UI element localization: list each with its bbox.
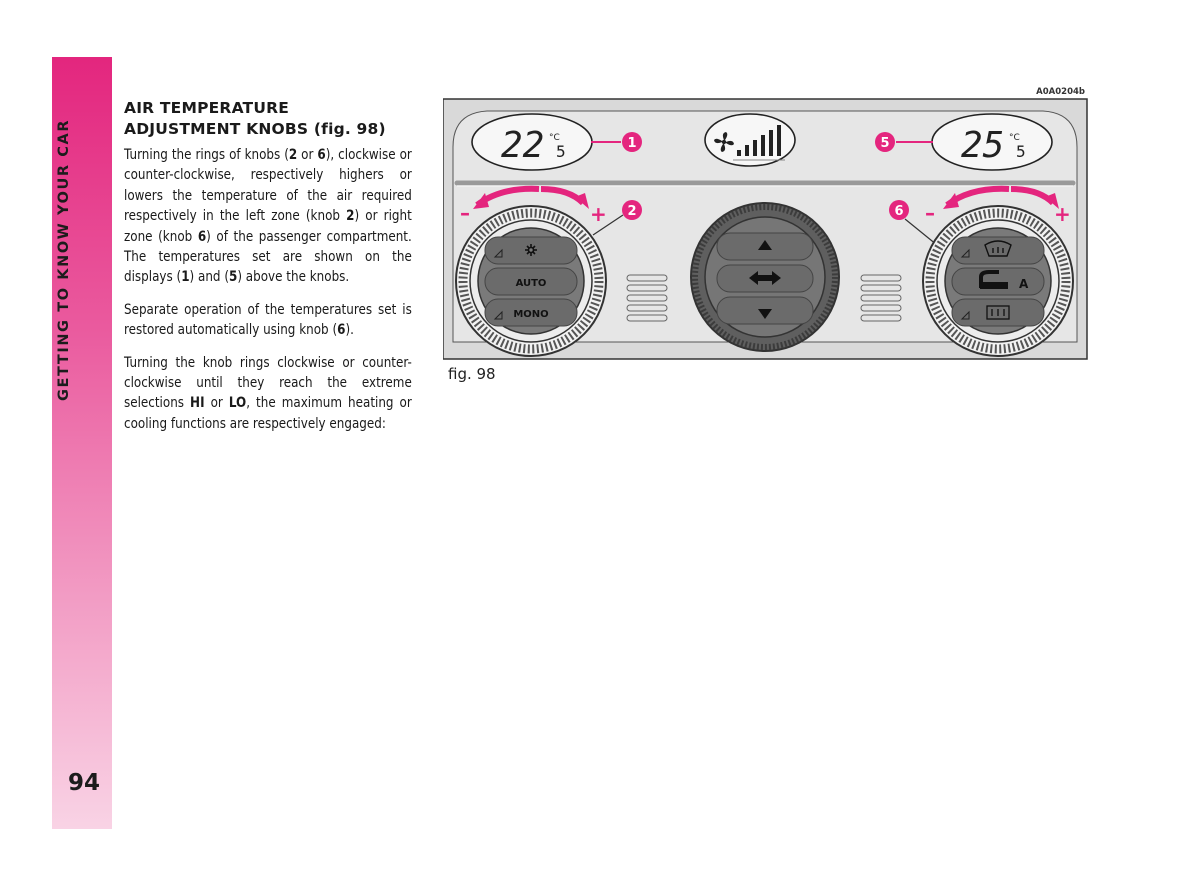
climate-panel-illustration: [443, 87, 1088, 387]
callout-5-text: 5: [880, 136, 890, 151]
paragraph-1: [124, 145, 412, 288]
paragraph-3: [124, 353, 412, 435]
bold-run: 6: [337, 321, 346, 339]
text-run: ).: [345, 321, 354, 339]
text-run: ) and (: [189, 268, 229, 286]
figure-caption: fig. 98: [448, 365, 496, 383]
section-heading-line1: AIR TEMPERATURE: [124, 99, 290, 117]
section-heading-line2: ADJUSTMENT KNOBS (fig. 98): [124, 120, 386, 138]
left-display-unit: °C: [549, 133, 560, 143]
page-number: 94: [68, 770, 101, 796]
right-plus-sign: +: [1054, 202, 1071, 226]
callout-6-text: 6: [894, 204, 904, 219]
auto-button[interactable]: AUTO: [515, 278, 547, 289]
bold-run: 5: [228, 268, 238, 286]
text-run: ), clockwise or counter-clockwise, respectively highers or lowers the temperature of the air required respectively in the left zone (knob: [124, 146, 412, 225]
text-run: ) above the knobs.: [237, 268, 350, 286]
figure-code: A0A0204b: [1036, 87, 1085, 97]
right-display-unit: °C: [1009, 133, 1020, 143]
text-run: ) or right zone (knob: [124, 207, 412, 245]
text-run: Turning the knob rings clockwise or counter-clockwise until they reach the extreme selections: [124, 353, 412, 412]
callout-2-text: 2: [627, 204, 637, 219]
bold-run: HI: [190, 394, 205, 412]
section-heading: [124, 98, 412, 140]
figure-98: [443, 87, 1088, 387]
left-plus-sign: +: [590, 202, 607, 226]
right-display-decimal: 5: [1016, 142, 1026, 161]
text-run: ) of the passenger compartment. The temperatures set are shown on the displays (: [124, 227, 412, 286]
bold-run: 6: [317, 146, 326, 163]
bold-run: 1: [181, 268, 190, 286]
right-minus-sign: –: [925, 201, 935, 225]
left-display-whole: 22: [501, 125, 545, 166]
bold-run: 6: [197, 227, 207, 245]
paragraph-2: [124, 300, 412, 341]
text-run: or: [204, 394, 229, 412]
bold-run: LO: [228, 394, 247, 412]
text-run: or: [297, 146, 318, 163]
right-temperature-knob[interactable]: [923, 206, 1073, 356]
text-run: , the maximum heating or cooling functions are respectively engaged:: [124, 394, 412, 432]
recirculation-auto-letter: A: [1019, 277, 1029, 291]
bold-run: 2: [288, 146, 298, 163]
text-run: Separate operation of the temperatures set is restored automatically using knob (: [124, 300, 412, 339]
right-display-whole: 25: [961, 125, 1005, 166]
text-run: Turning the rings of knobs (: [124, 146, 289, 163]
left-display-decimal: 5: [556, 142, 566, 161]
left-minus-sign: –: [460, 201, 470, 225]
side-label: [56, 349, 72, 401]
callout-1-text: 1: [627, 136, 637, 151]
bold-run: 2: [346, 207, 355, 225]
text-column: [124, 98, 412, 446]
mono-button[interactable]: MONO: [513, 309, 549, 320]
